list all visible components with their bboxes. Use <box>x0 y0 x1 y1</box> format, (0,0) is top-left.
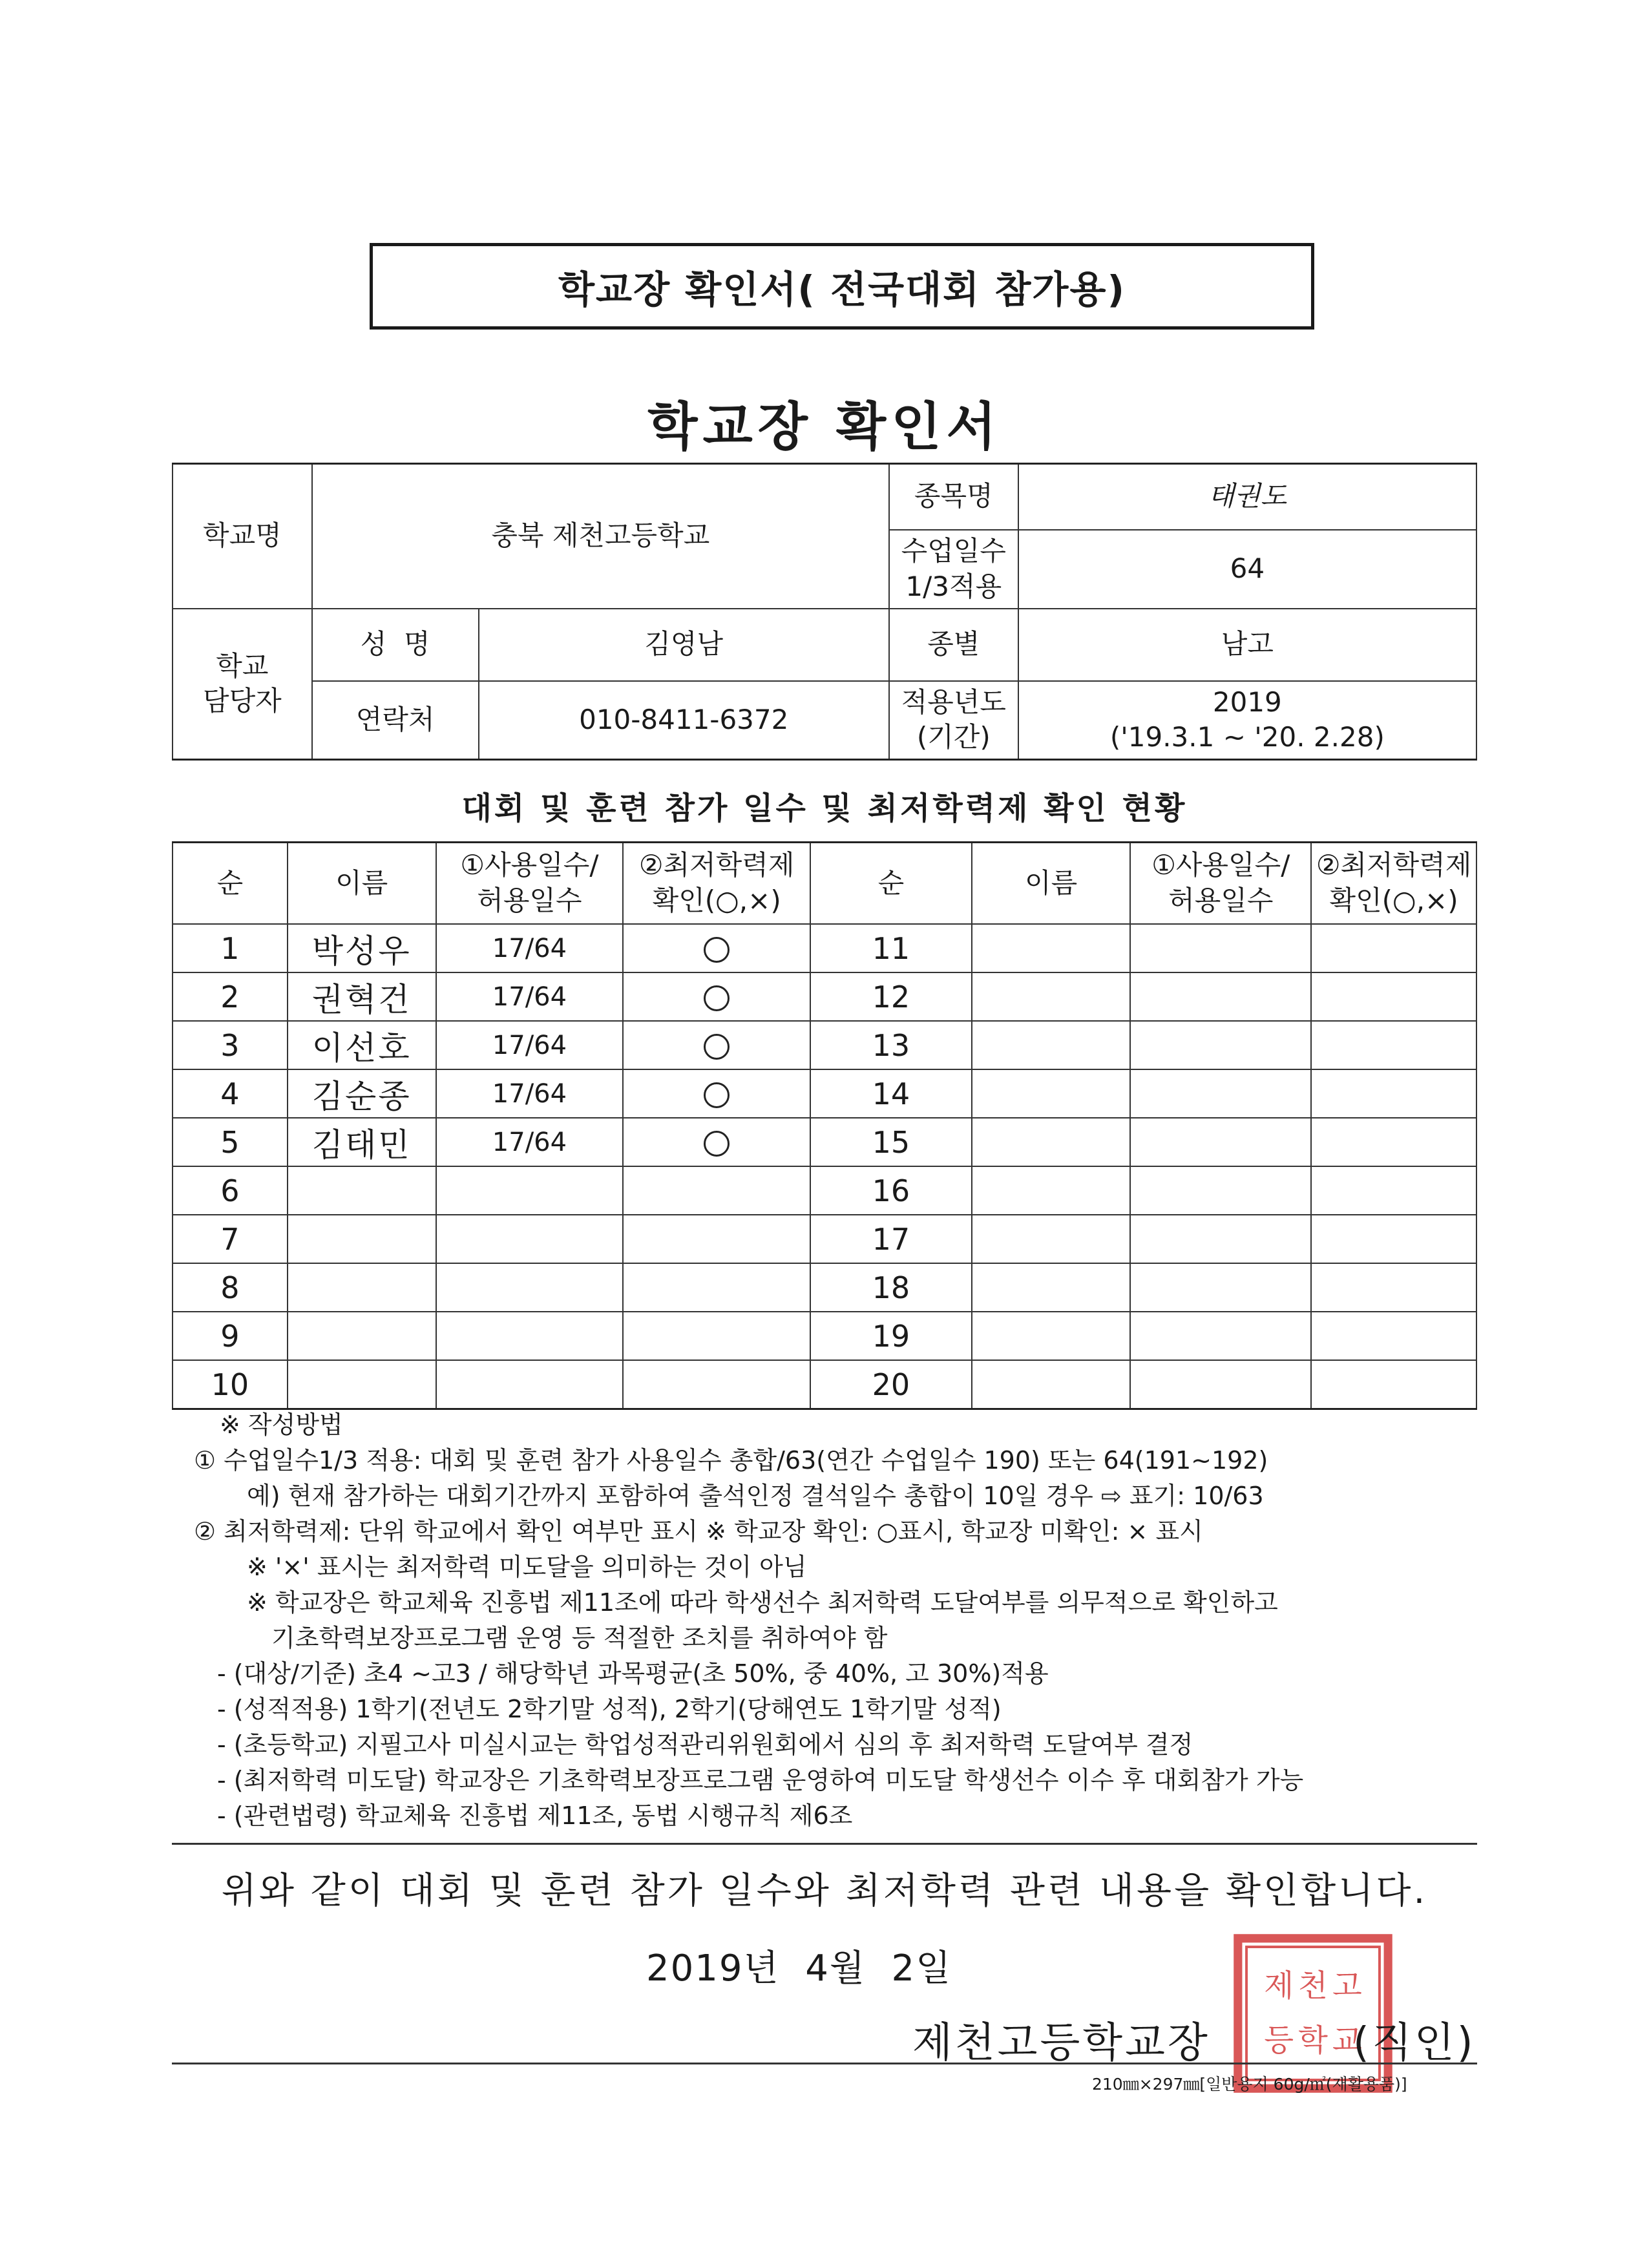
note-heading: ※ 작성방법 <box>220 1411 343 1439</box>
contact-label: 연락처 <box>312 681 479 760</box>
row-days: 17/64 <box>436 924 624 972</box>
row-seq: 20 <box>810 1360 972 1409</box>
row-days <box>1130 1215 1311 1263</box>
row-days <box>1130 1069 1311 1118</box>
paper-spec: 210㎜×297㎜[일반용지 60g/㎡(재활용품)] <box>1092 2075 1407 2094</box>
name-value: 김영남 <box>479 609 889 681</box>
issue-date: 2019년 4월 2일 <box>646 1948 952 1990</box>
row-seq: 12 <box>810 972 972 1021</box>
table-row <box>173 1021 1476 1069</box>
row-check <box>1311 1069 1476 1118</box>
class-days-label: 수업일수 1/3적용 <box>889 530 1018 609</box>
year-label: 적용년도 (기간) <box>889 681 1018 760</box>
row-days <box>436 1166 624 1215</box>
note-item: - (최저학력 미도달) 학교장은 기초학력보장프로그램 운영하여 미도달 학생선수 이수 후 대회참가 가능 <box>217 1766 1304 1794</box>
period-value: ('19.3.1 ~ '20. 2.28) <box>1109 721 1385 753</box>
row-days <box>1130 972 1311 1021</box>
row-seq: 18 <box>810 1263 972 1312</box>
row-name <box>972 1166 1131 1215</box>
row-check <box>623 1118 810 1166</box>
row-days: 17/64 <box>436 1118 624 1166</box>
col-seq: 순 <box>810 843 972 925</box>
col-seq: 순 <box>173 843 288 925</box>
row-check <box>623 1360 810 1409</box>
note-item: - (초등학교) 지필고사 미실시교는 학업성적관리위원회에서 심의 후 최저학력 도달여부 결정 <box>217 1730 1193 1759</box>
footer-divider <box>172 2063 1477 2064</box>
principal-name: 제천고등학교장 <box>912 2019 1210 2067</box>
row-check <box>623 1166 810 1215</box>
row-check <box>623 1215 810 1263</box>
row-days: 17/64 <box>436 1069 624 1118</box>
row-days <box>436 1312 624 1360</box>
row-name: 김태민 <box>288 1118 436 1166</box>
row-days <box>1130 1166 1311 1215</box>
row-name <box>288 1360 436 1409</box>
table-row <box>173 1312 1476 1360</box>
row-check <box>1311 1263 1476 1312</box>
col-check: ②최저학력제 확인(○,×) <box>1311 843 1476 925</box>
row-name <box>288 1263 436 1312</box>
row-name <box>288 1215 436 1263</box>
table-row <box>173 924 1476 972</box>
check-circle-icon <box>704 937 730 963</box>
check-circle-icon <box>704 1131 730 1157</box>
row-seq: 13 <box>810 1021 972 1069</box>
participation-table <box>172 841 1477 1410</box>
row-name: 권혁건 <box>288 972 436 1021</box>
staff-label: 학교 담당자 <box>173 609 312 760</box>
sport-value: 태권도 <box>1018 464 1476 530</box>
row-seq: 9 <box>173 1312 288 1360</box>
header-title: 학교장 확인서( 전국대회 참가용) <box>370 243 1314 330</box>
row-check <box>1311 924 1476 972</box>
table-header-row <box>173 843 1476 925</box>
row-seq: 1 <box>173 924 288 972</box>
row-days: 17/64 <box>436 972 624 1021</box>
sport-label: 종목명 <box>889 464 1018 530</box>
row-check <box>623 924 810 972</box>
svg-text:천: 천 <box>1298 1968 1328 2004</box>
row-seq: 3 <box>173 1021 288 1069</box>
row-check <box>623 1021 810 1069</box>
row-seq: 6 <box>173 1166 288 1215</box>
note-item: - (성적적용) 1학기(전년도 2학기말 성적), 2학기(당해연도 1학기말 성적) <box>217 1695 1002 1723</box>
row-seq: 19 <box>810 1312 972 1360</box>
row-seq: 2 <box>173 972 288 1021</box>
row-days <box>436 1215 624 1263</box>
row-days <box>1130 1118 1311 1166</box>
note-item: ※ '×' 표시는 최저학력 미도달을 의미하는 것이 아님 <box>247 1553 807 1581</box>
row-name: 박성우 <box>288 924 436 972</box>
row-name: 이선호 <box>288 1021 436 1069</box>
row-days <box>436 1263 624 1312</box>
svg-text:학: 학 <box>1298 2023 1328 2059</box>
note-item: ② 최저학력제: 단위 학교에서 확인 여부만 표시 ※ 학교장 확인: ○표시, 학교장 미확인: × 표시 <box>194 1517 1203 1546</box>
name-label: 성 명 <box>312 609 479 681</box>
row-seq: 10 <box>173 1360 288 1409</box>
check-circle-icon <box>704 1034 730 1060</box>
note-item: 예) 현재 참가하는 대회기간까지 포함하여 출석인정 결석일수 총합이 10일 경우 ⇨ 표기: 10/63 <box>247 1482 1264 1510</box>
table-row <box>173 1215 1476 1263</box>
notes <box>194 1407 1473 1834</box>
svg-text:교: 교 <box>1332 2023 1362 2059</box>
row-name <box>972 924 1131 972</box>
table-row <box>173 1166 1476 1215</box>
section-title: 대회 및 훈련 참가 일수 및 최저학력제 확인 현황 <box>461 790 1188 826</box>
row-name <box>288 1166 436 1215</box>
row-check <box>1311 1021 1476 1069</box>
col-days: ①사용일수/ 허용일수 <box>436 843 624 925</box>
row-check <box>1311 1166 1476 1215</box>
row-check <box>623 1312 810 1360</box>
info-table <box>172 463 1477 761</box>
row-name <box>972 1263 1131 1312</box>
contact-value: 010-8411-6372 <box>479 681 889 760</box>
row-seq: 14 <box>810 1069 972 1118</box>
row-seq: 7 <box>173 1215 288 1263</box>
row-days: 17/64 <box>436 1021 624 1069</box>
row-name <box>972 1312 1131 1360</box>
note-item: - (관련법령) 학교체육 진흥법 제11조, 동법 시행규칙 제6조 <box>217 1801 853 1830</box>
row-check <box>1311 1215 1476 1263</box>
note-item: ① 수업일수1/3 적용: 대회 및 훈련 참가 사용일수 총합/63(연간 수업일수 190) 또는 64(191~192) <box>194 1446 1268 1475</box>
row-days <box>1130 1360 1311 1409</box>
row-check <box>623 972 810 1021</box>
row-seq: 17 <box>810 1215 972 1263</box>
row-check <box>1311 1312 1476 1360</box>
table-row <box>173 1118 1476 1166</box>
school-label: 학교명 <box>173 464 312 609</box>
row-seq: 5 <box>173 1118 288 1166</box>
col-check: ②최저학력제 확인(○,×) <box>623 843 810 925</box>
check-circle-icon <box>704 1082 730 1108</box>
svg-text:고: 고 <box>1332 1968 1362 2004</box>
row-name <box>288 1312 436 1360</box>
gender-label: 종별 <box>889 609 1018 681</box>
seal-label: (직인) <box>1353 2019 1476 2067</box>
row-name <box>972 1118 1131 1166</box>
row-check <box>623 1263 810 1312</box>
row-check <box>623 1069 810 1118</box>
row-check <box>1311 972 1476 1021</box>
svg-text:제: 제 <box>1264 1968 1294 2004</box>
row-check <box>1311 1118 1476 1166</box>
col-days: ①사용일수/ 허용일수 <box>1130 843 1311 925</box>
row-seq: 11 <box>810 924 972 972</box>
row-name: 김순종 <box>288 1069 436 1118</box>
gender-value: 남고 <box>1018 609 1476 681</box>
table-row <box>173 1360 1476 1409</box>
row-name <box>972 1360 1131 1409</box>
confirmation-text: 위와 같이 대회 및 훈련 참가 일수와 최저학력 관련 내용을 확인합니다. <box>221 1870 1428 1912</box>
table-row <box>173 1263 1476 1312</box>
row-check <box>1311 1360 1476 1409</box>
note-item: ※ 학교장은 학교체육 진흥법 제11조에 따라 학생선수 최저학력 도달여부를 의무적으로 확인하고 <box>247 1588 1278 1617</box>
row-days <box>436 1360 624 1409</box>
svg-text:등: 등 <box>1264 2023 1294 2059</box>
row-name <box>972 972 1131 1021</box>
row-seq: 16 <box>810 1166 972 1215</box>
row-days <box>1130 1312 1311 1360</box>
row-seq: 4 <box>173 1069 288 1118</box>
table-row <box>173 1069 1476 1118</box>
row-seq: 8 <box>173 1263 288 1312</box>
row-name <box>972 1215 1131 1263</box>
school-value: 충북 제천고등학교 <box>312 464 889 609</box>
row-seq: 15 <box>810 1118 972 1166</box>
document-title: 학교장 확인서 <box>647 397 1002 457</box>
row-days <box>1130 1021 1311 1069</box>
table-row <box>173 972 1476 1021</box>
col-name: 이름 <box>288 843 436 925</box>
year-value: 2019 ('19.3.1 ~ '20. 2.28) <box>1018 681 1476 760</box>
row-name <box>972 1021 1131 1069</box>
class-days-value: 64 <box>1018 530 1476 609</box>
check-circle-icon <box>704 985 730 1011</box>
row-days <box>1130 1263 1311 1312</box>
note-item: 기초학력보장프로그램 운영 등 적절한 조치를 취하여야 함 <box>271 1624 888 1652</box>
row-name <box>972 1069 1131 1118</box>
col-name: 이름 <box>972 843 1131 925</box>
divider <box>172 1843 1477 1845</box>
note-item: - (대상/기준) 초4 ~고3 / 해당학년 과목평균(초 50%, 중 40%, 고 30%)적용 <box>217 1659 1049 1688</box>
row-days <box>1130 924 1311 972</box>
